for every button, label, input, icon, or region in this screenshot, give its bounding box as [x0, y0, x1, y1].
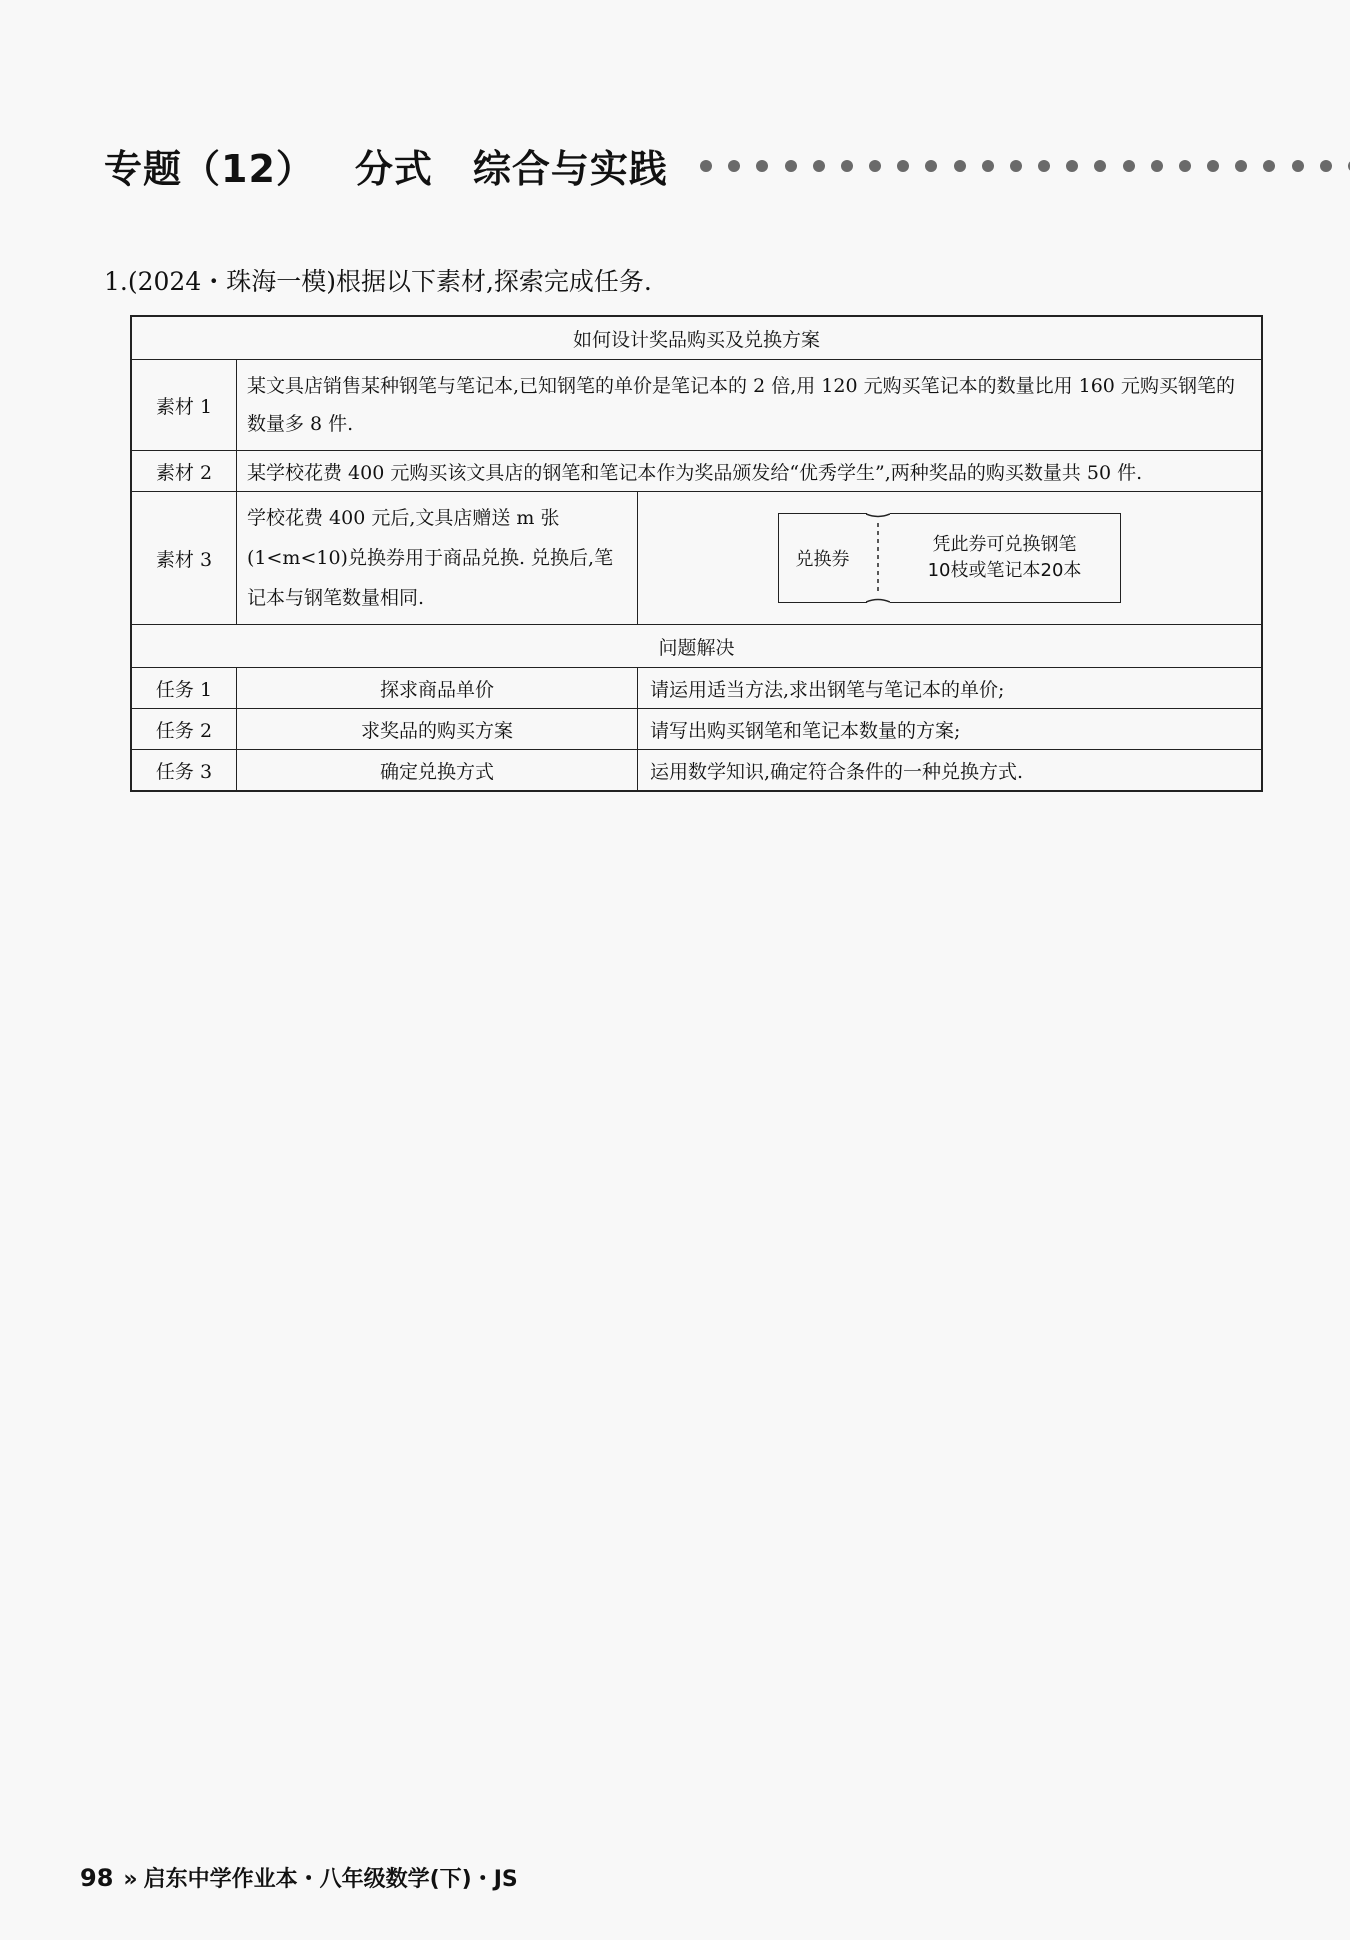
section-title: 问题解决	[131, 625, 1262, 668]
material-label: 素材 1	[131, 360, 237, 451]
double-chevron-icon: »	[123, 1867, 138, 1892]
title-topic-number: 专题（12）	[104, 147, 315, 191]
table-title: 如何设计奖品购买及兑换方案	[131, 316, 1262, 360]
materials-table	[130, 315, 1263, 792]
table-row	[131, 750, 1262, 792]
title-subtopic: 综合与实践	[472, 147, 668, 191]
voucher-line-1: 凭此券可兑换钢笔	[932, 534, 1077, 555]
table-row	[131, 709, 1262, 750]
task-desc: 请写出购买钢笔和笔记本数量的方案;	[638, 709, 1263, 750]
material-text: 某文具店销售某种钢笔与笔记本,已知钢笔的单价是笔记本的 2 倍,用 120 元购买笔记本的数量比用 160 元购买钢笔的数量多 8 件.	[237, 360, 1263, 451]
task-name: 确定兑换方式	[237, 750, 638, 792]
material-text: 某学校花费 400 元购买该文具店的钢笔和笔记本作为奖品颁发给“优秀学生”,两种奖品的购买数量共 50 件.	[237, 451, 1263, 492]
task-desc: 运用数学知识,确定符合条件的一种兑换方式.	[638, 750, 1263, 792]
voucher-illustration	[778, 513, 1122, 603]
question-stem: 1.(2024・珠海一模)根据以下素材,探索完成任务.	[104, 267, 652, 296]
task-label: 任务 3	[131, 750, 237, 792]
material-label: 素材 2	[131, 451, 237, 492]
table-row	[131, 668, 1262, 709]
task-desc: 请运用适当方法,求出钢笔与笔记本的单价;	[638, 668, 1263, 709]
page-title	[104, 138, 668, 193]
task-label: 任务 2	[131, 709, 237, 750]
voucher-line-2: 10枝或笔记本20本	[927, 560, 1082, 581]
title-row	[104, 138, 1350, 198]
title-dots-decoration	[700, 158, 1350, 174]
task-label: 任务 1	[131, 668, 237, 709]
voucher-stub: 兑换券	[778, 513, 867, 603]
page-number: 98	[80, 1864, 114, 1892]
material-text: 学校花费 400 元后,文具店赠送 m 张(1<m<10)兑换券用于商品兑换. 兑换后,笔记本与钢笔数量相同.	[237, 492, 638, 625]
material-label: 素材 3	[131, 492, 237, 625]
voucher-perforation-icon	[866, 513, 890, 603]
voucher-body	[890, 513, 1121, 603]
book-title: 启东中学作业本・八年级数学(下)・JS	[143, 1867, 518, 1892]
title-topic: 分式	[354, 147, 433, 191]
task-name: 探求商品单价	[237, 668, 638, 709]
task-name: 求奖品的购买方案	[237, 709, 638, 750]
voucher-cell	[638, 492, 1263, 625]
page-footer	[80, 1862, 518, 1893]
